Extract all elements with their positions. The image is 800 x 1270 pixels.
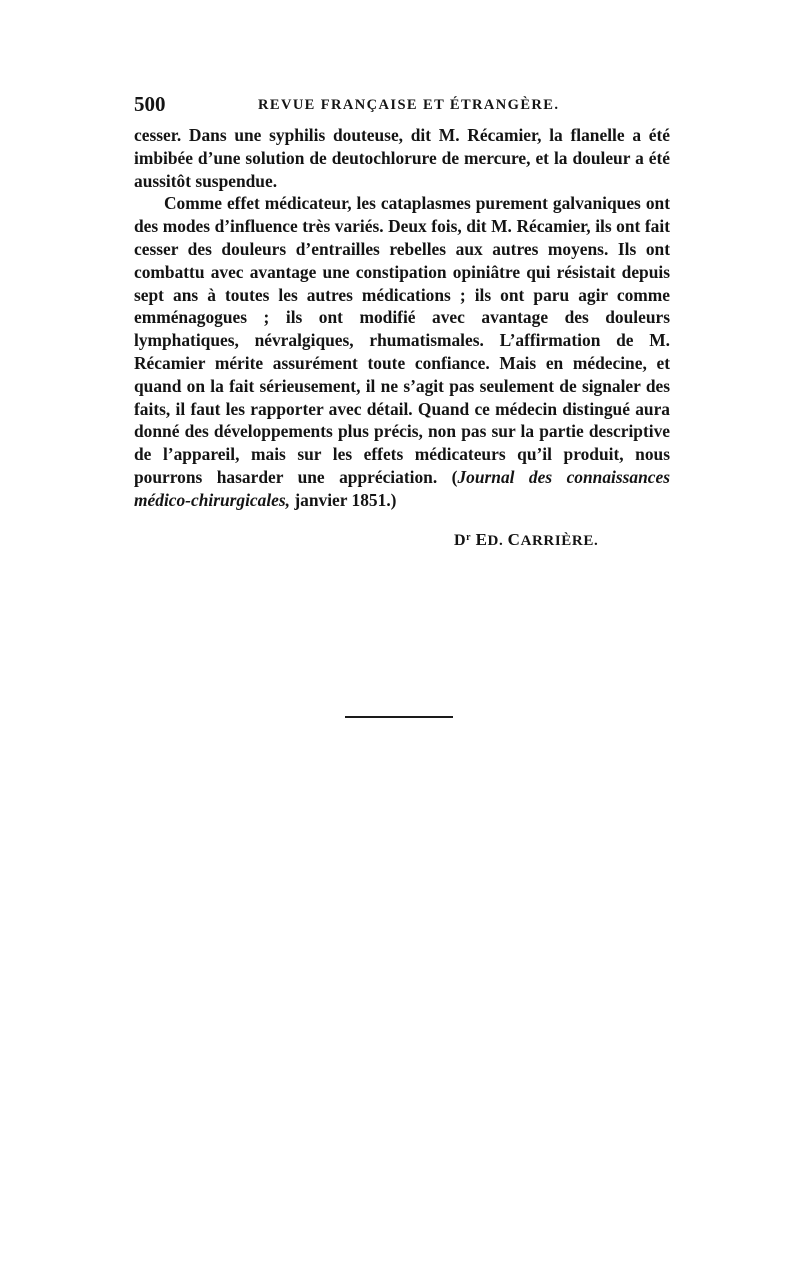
signature-first-rest: D. [487, 533, 504, 549]
signature-title-sup: r [466, 532, 472, 543]
signature-first-initial: E [475, 530, 488, 549]
article-body [134, 124, 670, 512]
citation-open-paren: ( [451, 466, 458, 487]
signature-last-rest: ARRIÈRE. [520, 533, 599, 549]
running-head [134, 92, 670, 116]
running-title: REVUE FRANÇAISE ET ÉTRANGÈRE. [258, 97, 560, 113]
signature-title: D [454, 532, 467, 549]
citation-journal: Journal des connaissances médico-chirurgicales, [134, 466, 670, 510]
paragraph-2 [134, 192, 670, 511]
section-divider-rule [345, 716, 453, 718]
page-number: 500 [134, 92, 166, 116]
paragraph-1: cesser. Dans une syphilis douteuse, dit M. Récamier, la flanelle a été imbibée d’une solution de deutochlorure de mercure, et la douleur a été aussitôt suspendue. [134, 125, 670, 191]
citation-date: janvier 1851.) [294, 489, 397, 510]
paragraph-2-text: Comme effet médicateur, les cataplasmes purement galvaniques ont des modes d’influence très variés. Deux fois, dit M. Récamier, ils ont fait cesser des douleurs d’entrailles rebelles aux autres moyens. Ils ont combattu avec avantage une constipation opiniâtre qui résistait depuis sept ans à toutes les autres médications ; ils ont paru agir comme emménagogues ; ils ont modifié avec avantage des douleurs lymphatiques, névralgiques, rhumatismales. L’affirmation de M. Récamier mérite assurément toute confiance. Mais en médecine, et quand on la fait sérieusement, il ne s’agit pas seulement de signaler des faits, il faut les rapporter avec détail. Quand ce médecin distingué aura donné des développements plus précis, non pas sur la partie descriptive de l’appareil, mais sur les effets médicateurs qu’il produit, nous pourrons hasarder une appréciation. [134, 193, 670, 487]
author-signature [454, 528, 598, 551]
signature-last-initial: C [507, 530, 521, 549]
